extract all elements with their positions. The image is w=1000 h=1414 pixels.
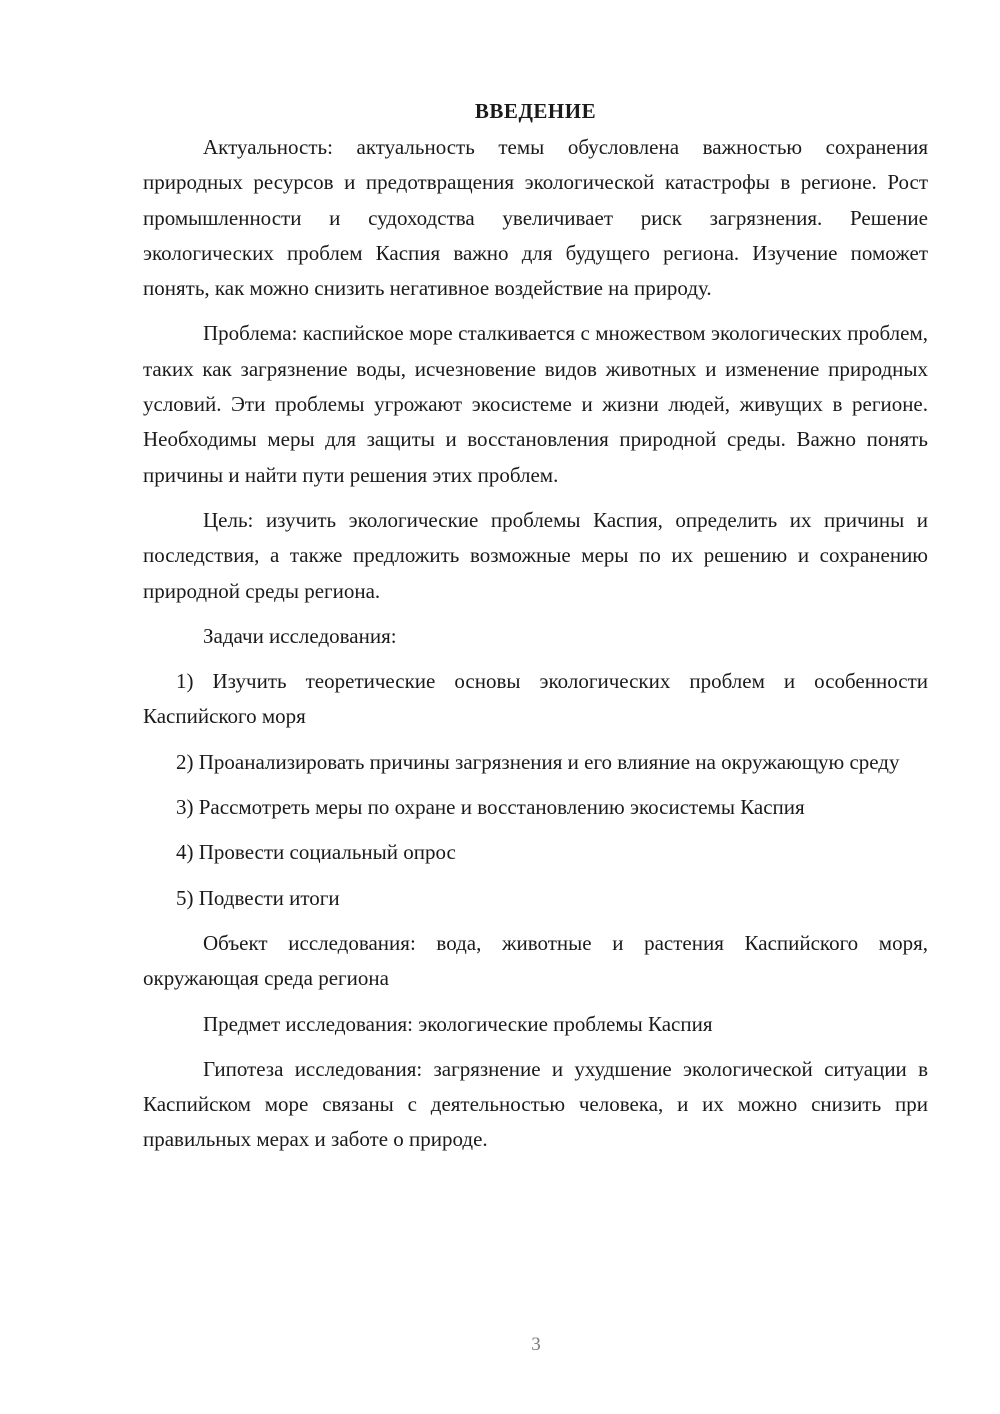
page-title: ВВЕДЕНИЕ [474,99,597,123]
goal-paragraph: Цель: изучить экологические проблемы Каспия, определить их причины и последствия, а также предложить возможные меры по их решению и сохранению природной среды региона. [143,507,928,603]
task-item-2: 2) Проанализировать причины загрязнения и его влияние на окружающую среду [176,749,900,774]
hypothesis-paragraph: Гипотеза исследования: загрязнение и ухудшение экологической ситуации в Каспийском море связаны с деятельностью человека, и их можно снизить при правильных мерах и заботе о природе. [143,1056,928,1152]
task-item-3: 3) Рассмотреть меры по охране и восстановлению экосистемы Каспия [176,795,805,820]
task-item-1: 1) Изучить теоретические основы экологических проблем и особенности Каспийского моря [143,669,928,729]
page-number: 3 [531,1334,541,1355]
subject-paragraph: Предмет исследования: экологические проблемы Каспия [203,1011,713,1036]
document-page [143,96,928,1168]
problem-paragraph: Проблема: каспийское море сталкивается с множеством экологических проблем, таких как загрязнение воды, исчезновение видов животных и изменение природных условий. Эти проблемы угрожают экосистеме и жизни людей, живущих в регионе. Необходимы меры для защиты и восстановления природной среды. Важно понять причины и найти пути решения этих проблем. [143,321,928,487]
object-paragraph: Объект исследования: вода, животные и растения Каспийского моря, окружающая среда региона [143,930,928,991]
relevance-paragraph: Актуальность: актуальность темы обусловлена важностью сохранения природных ресурсов и предотвращения экологической катастрофы в регионе. Рост промышленности и судоходства увеличивает риск загрязнения. Решение экологических проблем Каспия важно для будущего региона. Изучение поможет понять, как можно снизить негативное воздействие на природу. [143,135,928,301]
task-item-5: 5) Подвести итоги [176,885,340,910]
tasks-heading: Задачи исследования: [203,623,397,648]
task-item-4: 4) Провести социальный опрос [176,840,456,865]
